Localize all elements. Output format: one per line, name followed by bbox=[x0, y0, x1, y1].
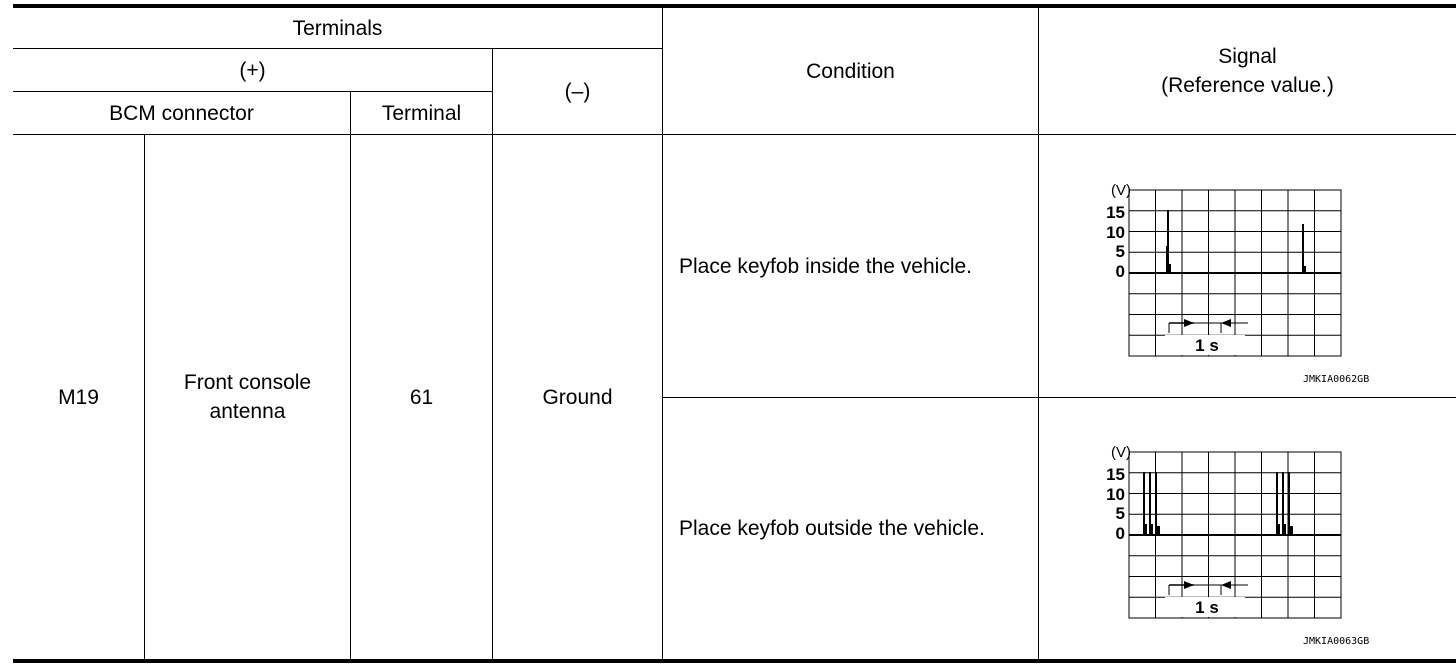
terminal-name-line2: antenna bbox=[209, 400, 286, 423]
table-bottom-rule bbox=[13, 659, 1456, 663]
header-minus: (–) bbox=[564, 80, 591, 103]
figure-code-inside: JMKIA0062GB bbox=[1303, 374, 1370, 385]
svg-text:5: 5 bbox=[1115, 242, 1125, 261]
svg-text:0: 0 bbox=[1115, 262, 1125, 281]
signal-scope-inside bbox=[1083, 176, 1403, 391]
svg-text:10: 10 bbox=[1106, 485, 1125, 504]
oscilloscope-graph-outside bbox=[1083, 438, 1403, 653]
condition-outside: Place keyfob outside the vehicle. bbox=[679, 517, 985, 540]
terminal-name-line1: Front console bbox=[183, 371, 312, 394]
terminal-number-cell: 61 bbox=[409, 385, 434, 409]
header-bcm-connector: BCM connector bbox=[109, 101, 254, 125]
terminal-name-cell bbox=[145, 135, 350, 659]
connector-cell: M19 bbox=[58, 385, 99, 409]
signal-scope-outside bbox=[1083, 438, 1403, 653]
condition-inside: Place keyfob inside the vehicle. bbox=[679, 254, 973, 278]
terminal-signal-table bbox=[13, 0, 1456, 670]
header-signal bbox=[1039, 8, 1456, 134]
svg-text:0: 0 bbox=[1115, 524, 1125, 543]
figure-code-outside: JMKIA0063GB bbox=[1303, 636, 1370, 647]
svg-text:10: 10 bbox=[1106, 223, 1125, 242]
header-signal-line2: (Reference value.) bbox=[1161, 74, 1334, 97]
header-terminals: Terminals bbox=[292, 16, 383, 40]
header-plus: (+) bbox=[239, 58, 266, 82]
scope-time-label: 1 s bbox=[1195, 336, 1219, 355]
svg-text:15: 15 bbox=[1106, 465, 1125, 484]
svg-text:15: 15 bbox=[1106, 203, 1125, 222]
scope-unit-label: (V) bbox=[1111, 444, 1131, 461]
oscilloscope-graph-inside bbox=[1083, 176, 1403, 391]
header-terminal: Terminal bbox=[381, 101, 462, 125]
scope-time-label: 1 s bbox=[1195, 598, 1219, 617]
header-signal-line1: Signal bbox=[1218, 45, 1277, 68]
svg-text:5: 5 bbox=[1115, 504, 1125, 523]
minus-cell: Ground bbox=[542, 385, 613, 409]
header-condition: Condition bbox=[806, 59, 895, 83]
scope-unit-label: (V) bbox=[1111, 182, 1131, 199]
